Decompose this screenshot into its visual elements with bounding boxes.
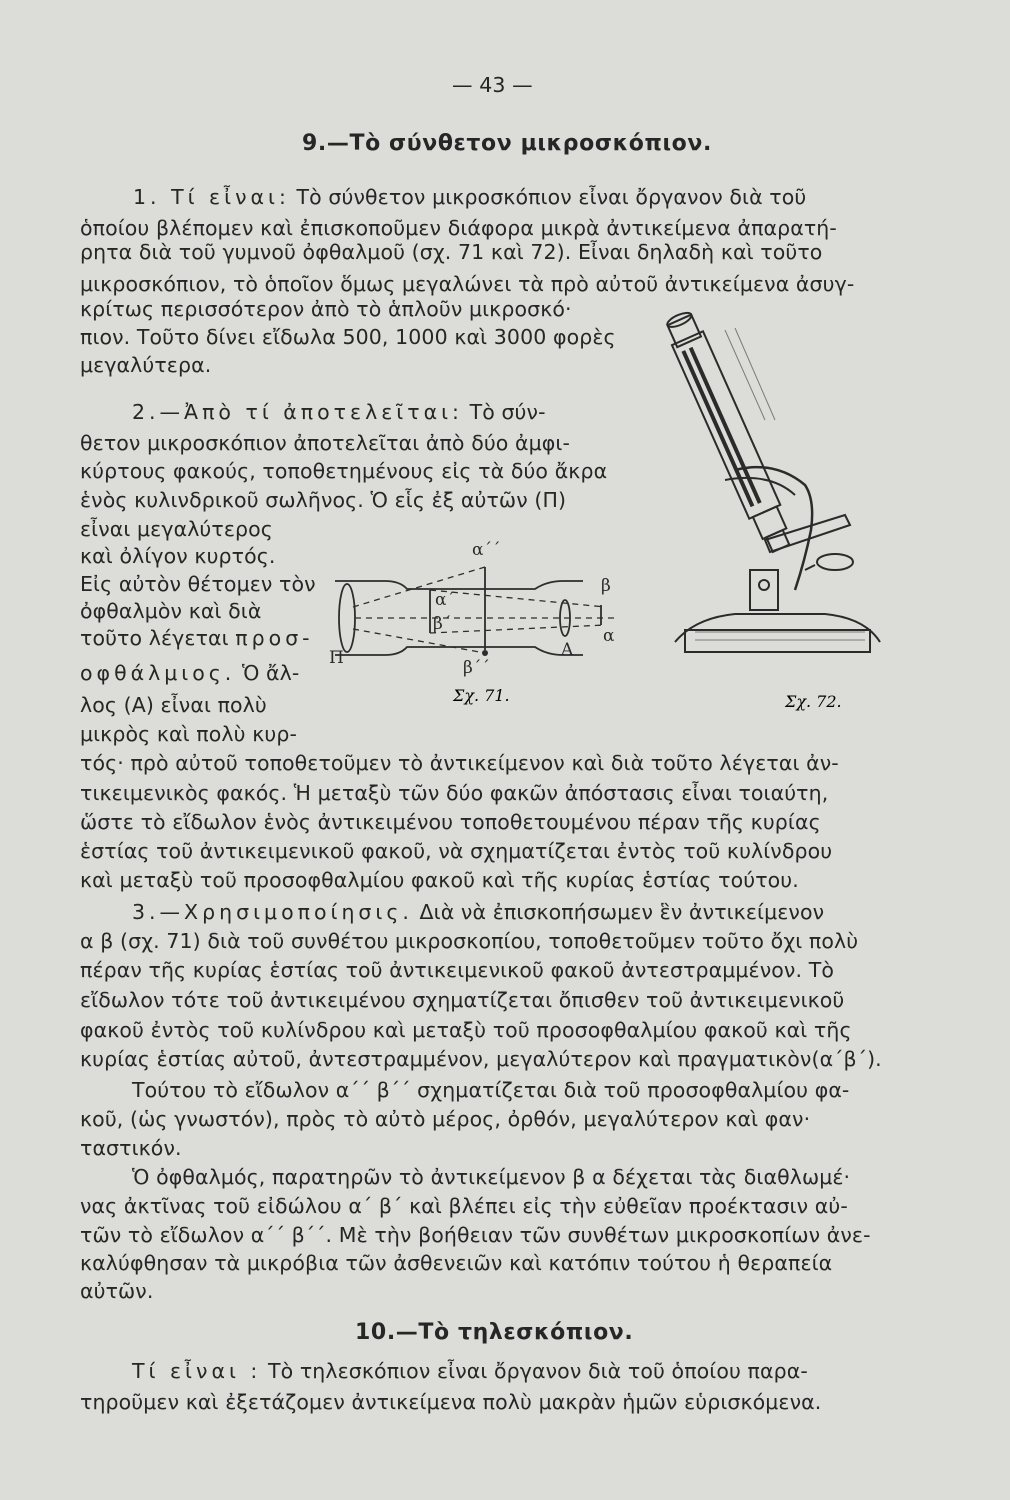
p3-line-4: εἴδωλον τότε τοῦ ἀντικειμένου σχηματίζεται ὄπισθεν τοῦ ἀντικειμενικοῦ xyxy=(80,988,845,1012)
p2-after-term: Ὁ ἄλ- xyxy=(241,661,300,685)
p1-line-2: ὁποίου βλέπομεν καὶ ἐπισκοποῦμεν διάφορα μικρὰ ἀντικείμενα ἀπαρατή- xyxy=(80,216,837,240)
p2-line-5: εἶναι μεγαλύτερος xyxy=(80,517,273,541)
label-lens-A: Α xyxy=(561,640,574,660)
p2-line-4: ἑνὸς κυλινδρικοῦ σωλῆνος. Ὁ εἷς ἐξ αὐτῶν (Π) xyxy=(80,488,567,512)
p2-line-12: μικρὸς καὶ πολὺ κυρ- xyxy=(80,722,297,746)
p1-lead: 1. Τί εἶναι: xyxy=(133,185,290,209)
p2-line-8: ὀφθαλμὸν καὶ διὰ xyxy=(80,599,262,623)
label-b-single: β΄ xyxy=(433,614,452,634)
p2-line-15: ὥστε τὸ εἴδωλον ἑνὸς ἀντικειμένου τοποθετουμένου πέραν τῆς κυρίας xyxy=(80,810,821,834)
p2-line-2: θετον μικροσκόπιον ἀποτελεῖται ἀπὸ δύο ἀμφι- xyxy=(80,431,570,455)
figure-71-diagram xyxy=(315,525,630,735)
p2-text: τοῦτο λέγεται xyxy=(80,626,229,650)
s10-line-2: τηροῦμεν καὶ ἐξετάζομεν ἀντικείμενα πολὺ μακρὰν ἡμῶν εὑρισκόμενα. xyxy=(80,1390,822,1414)
p3-line-3: πέραν τῆς κυρίας ἑστίας τοῦ ἀντικειμενικοῦ φακοῦ ἀντεστραμμένον. Τὸ xyxy=(80,958,834,982)
p2-line-7: Εἰς αὐτὸν θέτομεν τὸν xyxy=(80,572,316,596)
p2-line-16: ἑστίας τοῦ ἀντικειμενικοῦ φακοῦ, νὰ σχηματίζεται ἐντὸς τοῦ κυλίνδρου xyxy=(80,839,833,863)
p4-line-1: Τούτου τὸ εἴδωλον α΄΄ β΄΄ σχηματίζεται διὰ τοῦ προσοφθαλμίου φα- xyxy=(132,1078,850,1102)
p3-lead: 3.—Χρησιμοποίησις. xyxy=(132,900,413,924)
p5-line-5: αὐτῶν. xyxy=(80,1279,154,1303)
label-a-object: α xyxy=(603,626,615,646)
s10-text: Τὸ τηλεσκόπιον εἶναι ὄργανον διὰ τοῦ ὁποίου παρα- xyxy=(267,1359,808,1383)
p1-line-7: μεγαλύτερα. xyxy=(80,353,212,377)
p1-line-4: μικροσκόπιον, τὸ ὁποῖον ὅμως μεγαλώνει τὰ πρὸ αὐτοῦ ἀντικείμενα ἀσυγ- xyxy=(80,272,855,296)
p5-line-2: νας ἀκτῖνας τοῦ εἰδώλου α΄ β΄ καὶ βλέπει εἰς τὴν εὐθεῖαν προέκτασιν αὐ- xyxy=(80,1194,848,1218)
p2-line-11: λος (Α) εἶναι πολὺ xyxy=(80,693,267,717)
p1-line-6: πιον. Τοῦτο δίνει εἴδωλα 500, 1000 καὶ 3000 φορὲς xyxy=(80,325,616,349)
p2-line-6: καὶ ὀλίγον κυρτός. xyxy=(80,544,276,568)
p2-line-9 xyxy=(80,625,314,651)
p3-line-5: φακοῦ ἐντὸς τοῦ κυλίνδρου καὶ μεταξὺ τοῦ προσοφθαλμίου φακοῦ καὶ τῆς xyxy=(80,1018,852,1042)
figure-71-caption: Σχ. 71. xyxy=(453,686,510,705)
p2-line-14: τικειμενικὸς φακός. Ἡ μεταξὺ τῶν δύο φακῶν ἀπόστασις εἶναι τοιαύτη, xyxy=(80,781,829,805)
focus-point xyxy=(482,650,488,656)
p5-line-1: Ὁ ὀφθαλμός, παρατηρῶν τὸ ἀντικείμενον β α δέχεται τὰς διαθλωμέ· xyxy=(132,1165,851,1189)
p4-line-2: κοῦ, (ὡς γνωστόν), πρὸς τὸ αὐτὸ μέρος, ὀρθόν, μεγαλύτερον καὶ φαν· xyxy=(80,1107,811,1131)
p3-line-6: κυρίας ἑστίας αὐτοῦ, ἀντεστραμμένον, μεγαλύτερον καὶ πραγματικὸν(α΄β΄). xyxy=(80,1047,882,1071)
section-10-title: 10.—Τὸ τηλεσκόπιον. xyxy=(355,1320,634,1345)
p3-line-1 xyxy=(132,899,824,925)
p1-line-5: κρίτως περισσότερον ἀπὸ τὸ ἁπλοῦν μικροσκό· xyxy=(80,297,572,321)
p3-line-2: α β (σχ. 71) διὰ τοῦ συνθέτου μικροσκοπίου, τοποθετοῦμεν τοῦτο ὄχι πολὺ xyxy=(80,929,859,953)
s10-lead: Τί εἶναι : xyxy=(132,1359,262,1383)
p5-line-4: καλύφθησαν τὰ μικρόβια τῶν ἀσθενειῶν καὶ κατόπιν τούτου ἡ θεραπεία xyxy=(80,1251,833,1275)
label-a-single: α΄ xyxy=(435,590,455,610)
p5-line-3: τῶν τὸ εἴδωλον α΄΄ β΄΄. Μὲ τὴν βοήθειαν τῶν συνθέτων μικροσκοπίων ἀνε- xyxy=(80,1223,871,1247)
p2-line-10 xyxy=(80,660,299,686)
p2-line-3: κύρτους φακούς, τοποθετημένους εἰς τὰ δύο ἄκρα xyxy=(80,459,608,483)
p2-line-13: τός· πρὸ αὐτοῦ τοποθετοῦμεν τὸ ἀντικείμενον καὶ διὰ τοῦτο λέγεται ἀν- xyxy=(80,751,839,775)
p2-line-17: καὶ μεταξὺ τοῦ προσοφθαλμίου φακοῦ καὶ τῆς κυρίας ἑστίας τούτου. xyxy=(80,868,799,892)
p2-line-1 xyxy=(132,399,546,425)
p1-line-3: ρητα διὰ τοῦ γυμνοῦ ὀφθαλμοῦ (σχ. 71 καὶ 72). Εἶναι δηλαδὴ καὶ τοῦτο xyxy=(80,240,823,264)
p2-term-b: οφθάλμιος. xyxy=(80,661,236,685)
p1-text: Τὸ σύνθετον μικροσκόπιον εἶναι ὄργανον διὰ τοῦ xyxy=(296,185,807,209)
label-b-object: β xyxy=(601,576,611,596)
page-number: — 43 — xyxy=(452,73,533,97)
figure-72-caption: Σχ. 72. xyxy=(785,692,842,711)
section-9-title: 9.—Τὸ σύνθετον μικροσκόπιον. xyxy=(302,131,712,156)
p1-line-1 xyxy=(133,184,806,210)
p2-term-a: προσ- xyxy=(235,626,314,650)
label-b-double: β΄΄ xyxy=(463,658,490,678)
label-a-double: α΄΄ xyxy=(472,540,501,560)
s10-line-1 xyxy=(132,1358,808,1384)
figure-72-microscope xyxy=(665,300,895,720)
p3-first: Διὰ νὰ ἐπισκοπήσωμεν ἓν ἀντικείμενον xyxy=(419,900,825,924)
p4-line-3: ταστικόν. xyxy=(80,1136,182,1160)
p2-lead: 2.—Ἀπὸ τί ἀποτελεῖται: xyxy=(132,400,463,424)
p2-first: Τὸ σύν- xyxy=(469,400,546,424)
label-lens-P: Π xyxy=(329,648,344,668)
